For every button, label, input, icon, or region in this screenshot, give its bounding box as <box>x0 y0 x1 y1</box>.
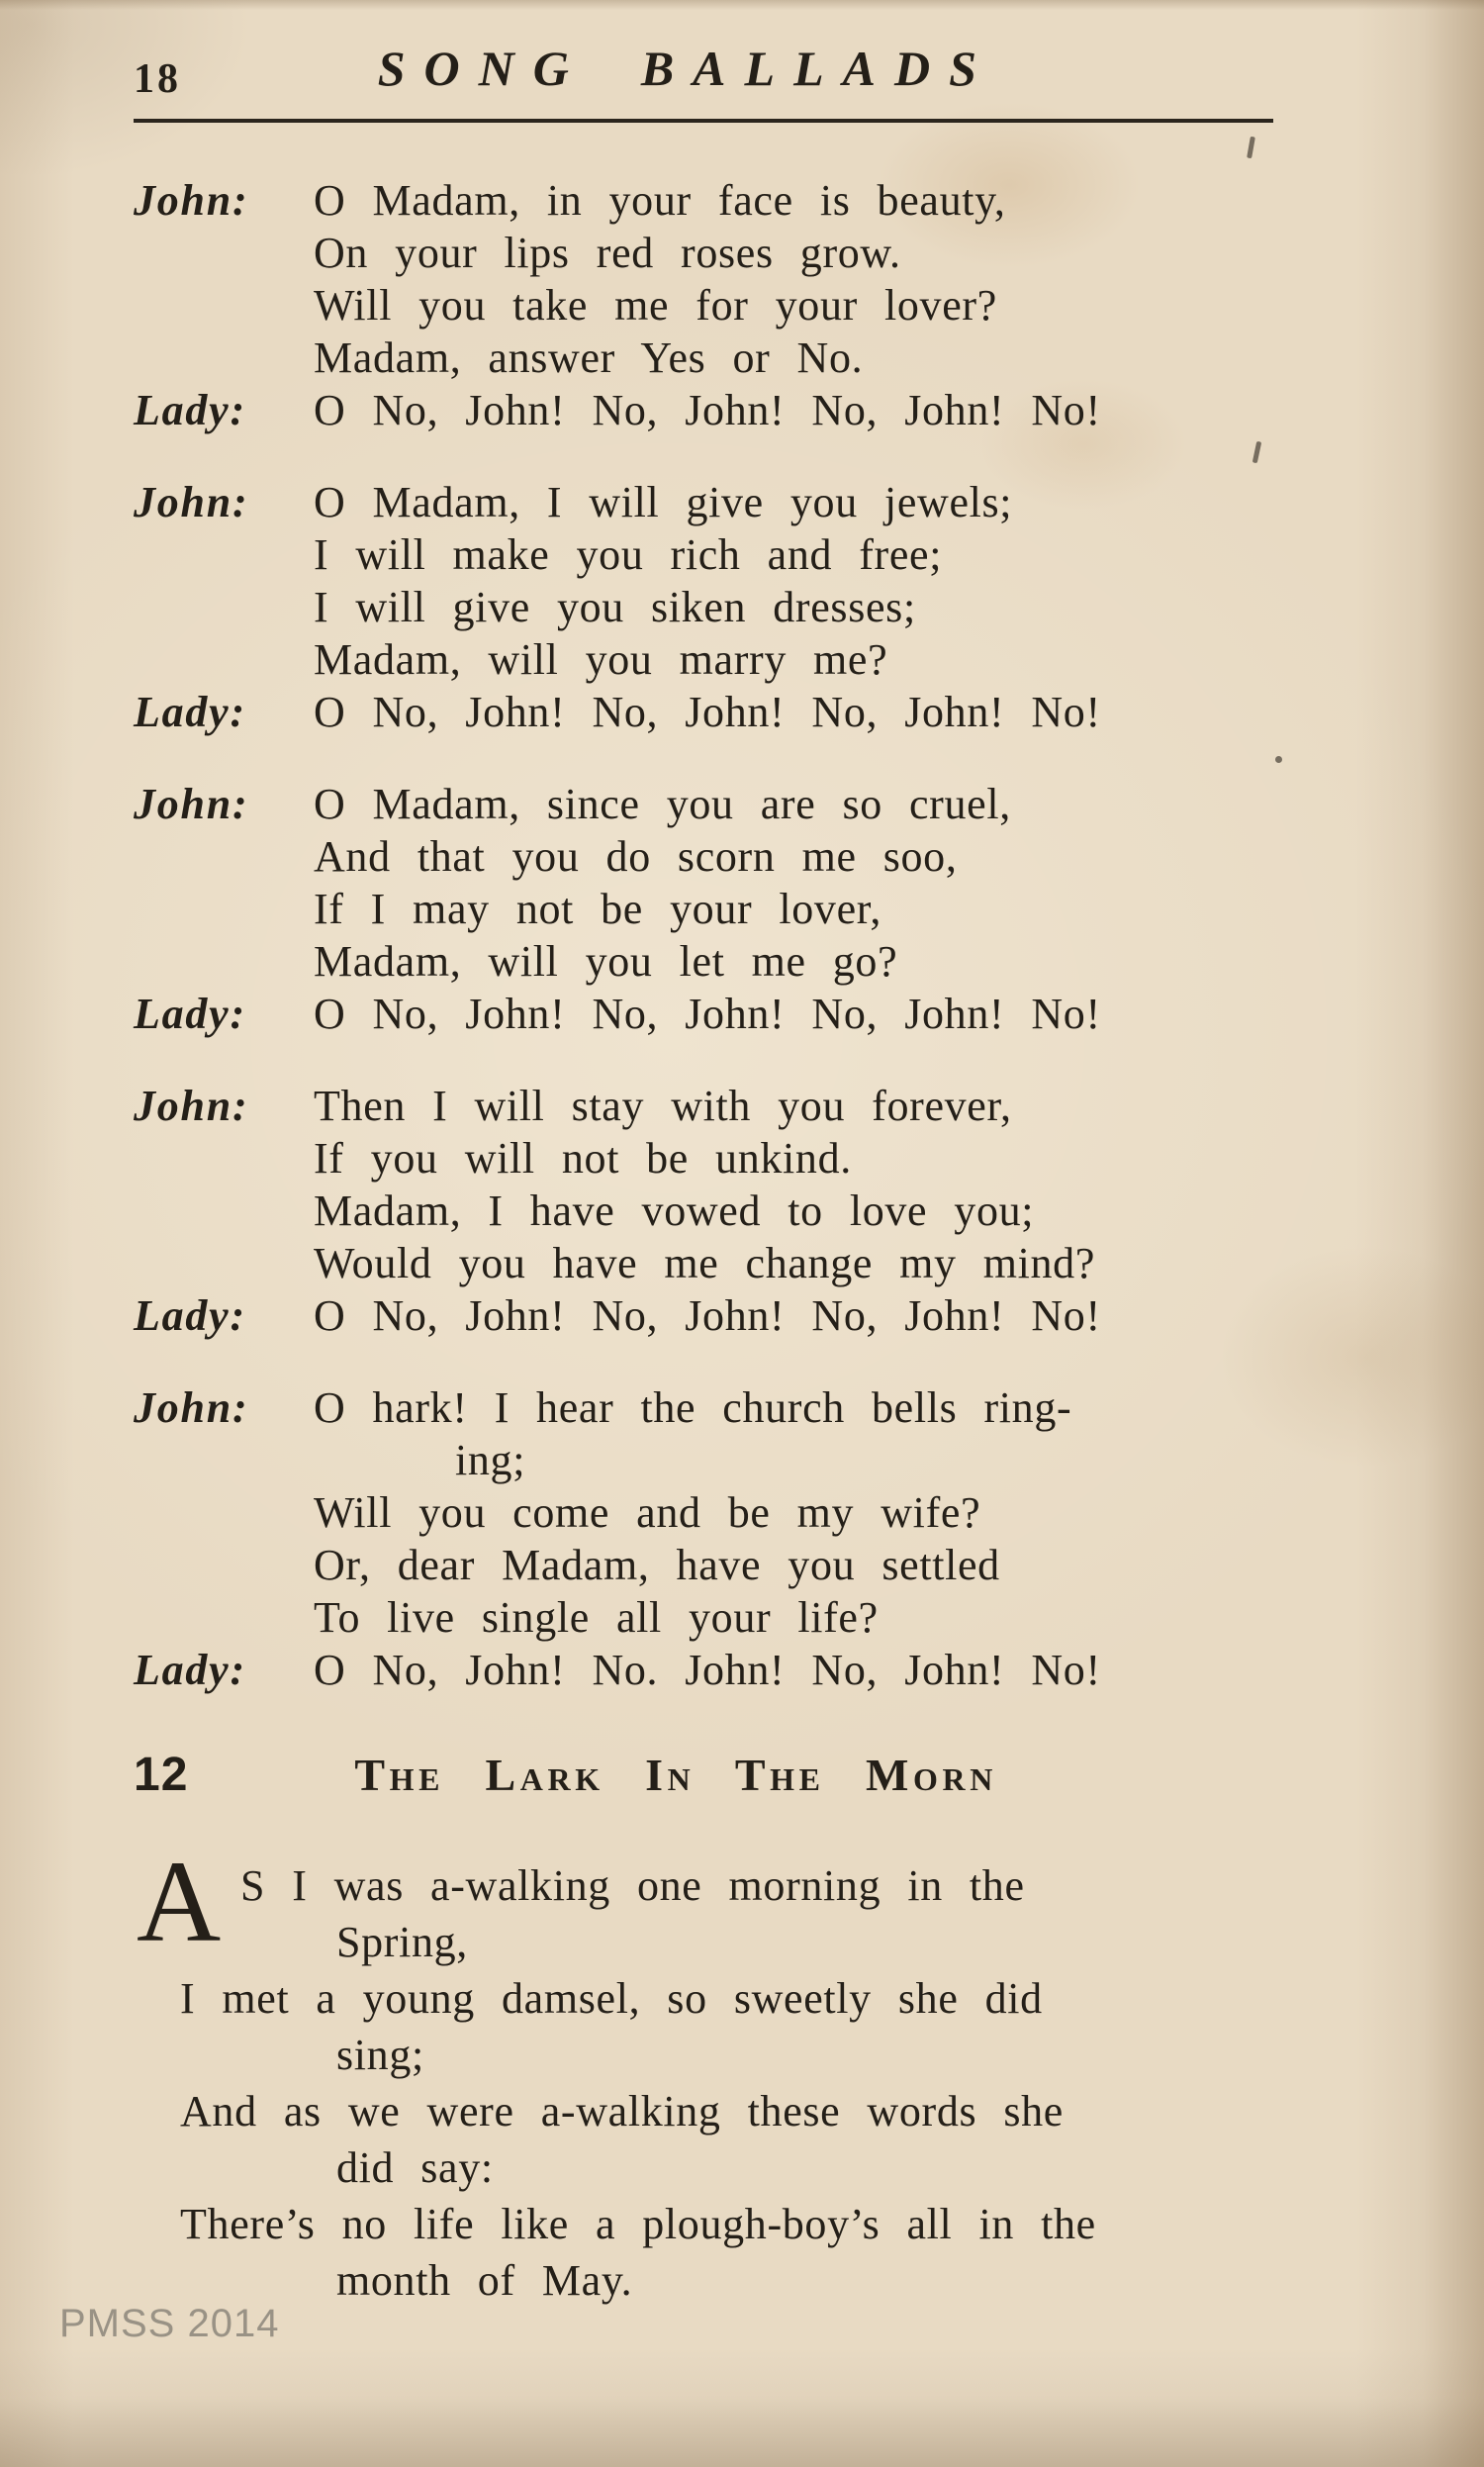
song-number: 12 <box>134 1749 189 1801</box>
verse-text: O No, John! No, John! No, John! No! <box>314 688 1101 736</box>
speaker-label: Lady: <box>134 688 246 736</box>
ink-speck <box>1247 137 1255 159</box>
verse-line <box>336 2252 1390 2309</box>
verse-text: Madam, will you marry me? <box>314 635 888 684</box>
verse-line <box>134 1185 1390 1237</box>
verse-line <box>180 1970 1390 2027</box>
verse-text: Then I will stay with you forever, <box>314 1082 1012 1130</box>
verse-line <box>134 988 1390 1040</box>
song-o-no-john <box>134 174 1390 1696</box>
verse-text: To live single all your life? <box>314 1593 879 1642</box>
speaker-label: Lady: <box>134 1646 246 1694</box>
verse-text: I will make you rich and free; <box>314 530 943 579</box>
song-title: The Lark In The Morn <box>354 1750 997 1800</box>
verse-text: And that you do scorn me soo, <box>314 832 958 881</box>
verse-line <box>134 883 1390 935</box>
stanza <box>134 1080 1390 1342</box>
verse-text: If you will not be unkind. <box>314 1134 852 1183</box>
drop-cap: A <box>137 1837 222 1966</box>
verse-line <box>134 1289 1390 1342</box>
verse-line <box>134 1644 1390 1696</box>
verse-line <box>180 2196 1390 2252</box>
verse-line <box>134 778 1390 830</box>
speaker-label: Lady: <box>134 1291 246 1340</box>
song-lark-in-the-morn <box>134 1837 1390 2309</box>
stanza <box>134 174 1390 436</box>
verse-text: O Madam, since you are so cruel, <box>314 780 1011 828</box>
verse-text: Madam, will you let me go? <box>314 937 898 986</box>
verse-line <box>134 830 1390 883</box>
stanza <box>134 476 1390 738</box>
speaker-label: John: <box>134 176 249 225</box>
verse-line <box>134 227 1390 279</box>
speaker-label: John: <box>134 478 249 526</box>
verse-line <box>134 1381 1390 1434</box>
verse-line <box>134 384 1390 436</box>
verse-text: O Madam, I will give you jewels; <box>314 478 1013 526</box>
verse-text: And as we were a-walking these words she <box>180 2087 1064 2135</box>
verse-text: On your lips red roses grow. <box>314 229 901 277</box>
verse-text: There’s no life like a plough-boy’s all in the <box>180 2200 1096 2248</box>
book-title: SONG BALLADS <box>377 41 995 96</box>
verse-text: sing; <box>336 2031 424 2079</box>
verse-text: Spring, <box>336 1918 468 1966</box>
verse-text: If I may not be your lover, <box>314 885 881 933</box>
verse-line <box>240 1857 1390 1914</box>
verse-text: Madam, answer Yes or No. <box>314 333 864 382</box>
verse-line <box>134 332 1390 384</box>
verse-line <box>134 1591 1390 1644</box>
verse-text: O Madam, in your face is beauty, <box>314 176 1006 225</box>
stanza <box>134 1381 1390 1696</box>
verse-line <box>134 476 1390 528</box>
header-rule <box>134 119 1273 123</box>
verse-text: O No, John! No, John! No, John! No! <box>314 386 1101 434</box>
verse-text: S I was a-walking one morning in the <box>240 1861 1025 1910</box>
verse-text: O No, John! No. John! No, John! No! <box>314 1646 1101 1694</box>
verse-text: did say: <box>336 2143 494 2192</box>
verse-text: I met a young damsel, so sweetly she did <box>180 1974 1043 2023</box>
verse-text: Or, dear Madam, have you settled <box>314 1541 1000 1589</box>
verse-text: I will give you siken dresses; <box>314 583 916 631</box>
ink-speck <box>1275 756 1282 763</box>
verse-line <box>336 2027 1390 2083</box>
verse-line <box>134 528 1390 581</box>
verse-line <box>134 935 1390 988</box>
verse-text: Will you come and be my wife? <box>314 1488 981 1537</box>
verse-line <box>134 1539 1390 1591</box>
verse-text: month of May. <box>336 2256 633 2305</box>
verse-line <box>134 174 1390 227</box>
stanza <box>134 778 1390 1040</box>
verse-text: O hark! I hear the church bells ring- <box>314 1383 1072 1432</box>
verse-line <box>336 2139 1390 2196</box>
verse-text: O No, John! No, John! No, John! No! <box>314 990 1101 1038</box>
verse-text: Will you take me for your lover? <box>314 281 997 330</box>
song-heading <box>134 1748 1390 1802</box>
watermark: PMSS 2014 <box>59 2302 280 2345</box>
verse-line <box>134 1080 1390 1132</box>
speaker-label: John: <box>134 1082 249 1130</box>
speaker-label: John: <box>134 780 249 828</box>
verse-line <box>134 686 1390 738</box>
verse-text: O No, John! No, John! No, John! No! <box>314 1291 1101 1340</box>
verse-line <box>134 581 1390 633</box>
speaker-label: Lady: <box>134 386 246 434</box>
verse-text: Madam, I have vowed to love you; <box>314 1186 1035 1235</box>
page-number: 18 <box>134 56 181 102</box>
verse-text: Would you have me change my mind? <box>314 1239 1096 1287</box>
speaker-label: John: <box>134 1383 249 1432</box>
verse-line <box>134 1237 1390 1289</box>
page-header <box>134 34 1390 119</box>
verse-line <box>134 279 1390 332</box>
verse-line <box>336 1914 1390 1970</box>
verse-line <box>134 1486 1390 1539</box>
speaker-label: Lady: <box>134 990 246 1038</box>
verse-text: ing; <box>455 1436 526 1484</box>
verse-line <box>134 1434 1390 1486</box>
verse-line <box>134 633 1390 686</box>
verse-line <box>180 2083 1390 2139</box>
verse-line <box>134 1132 1390 1185</box>
